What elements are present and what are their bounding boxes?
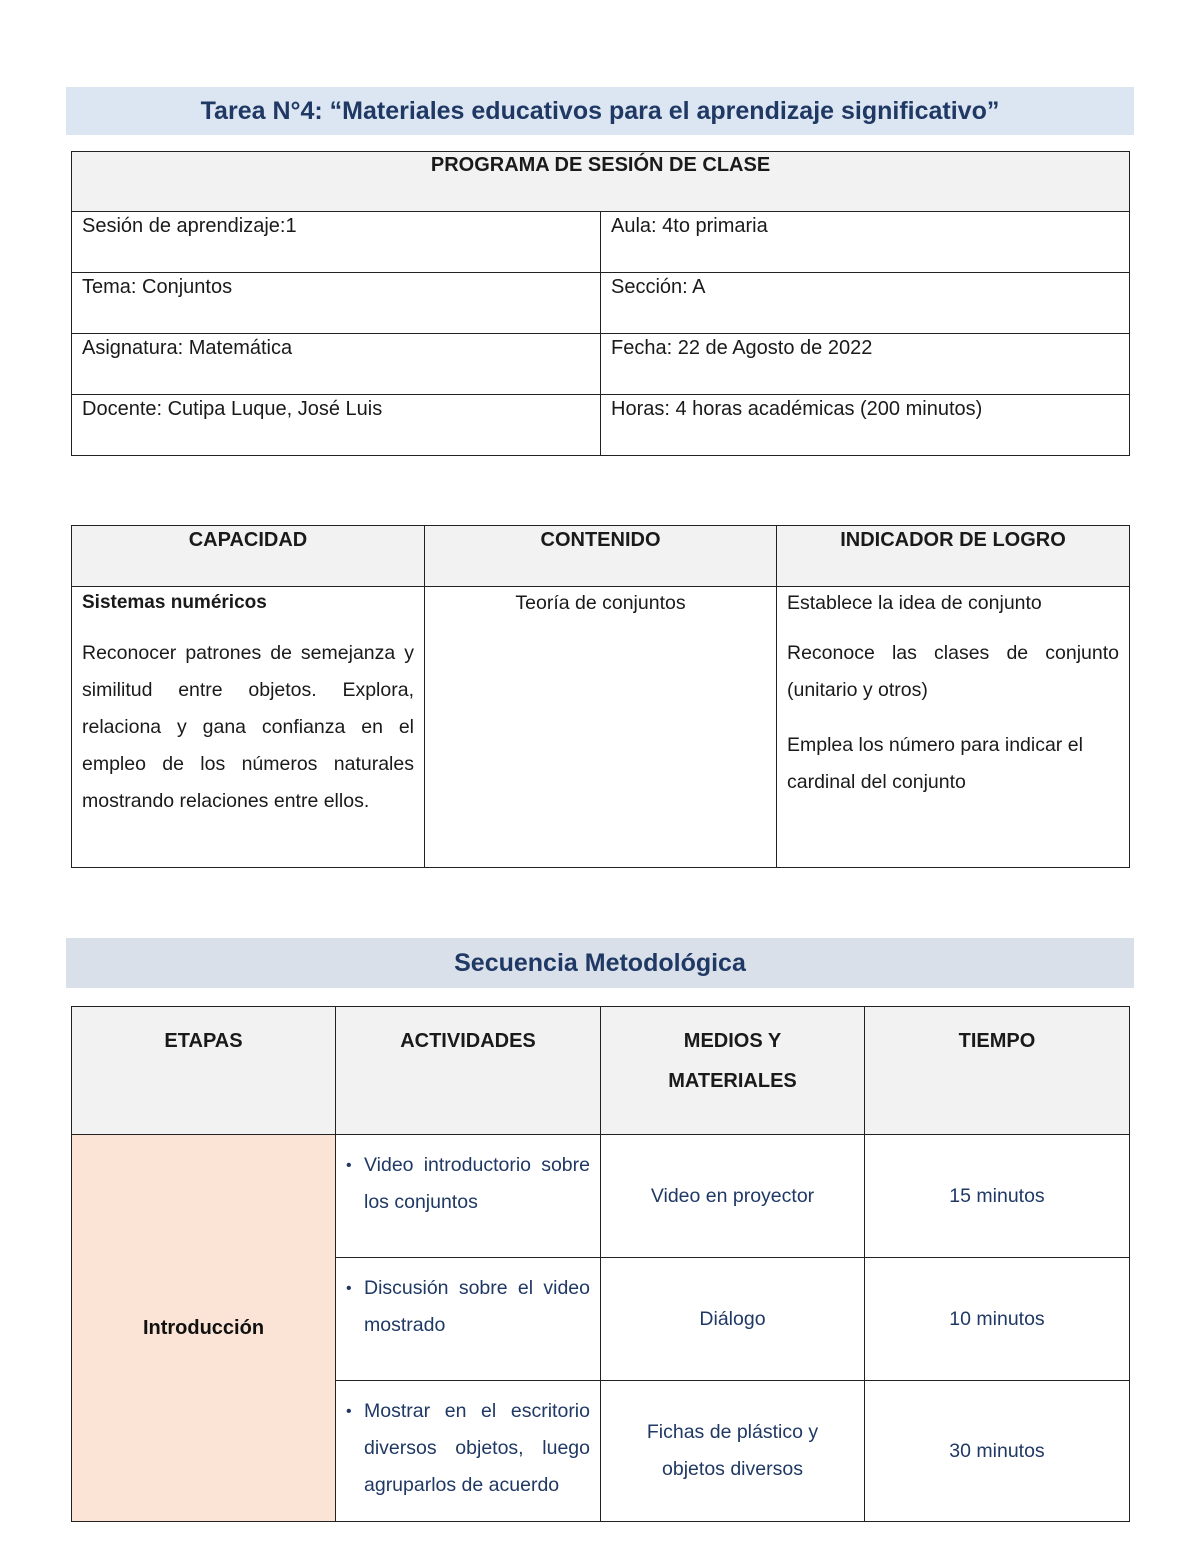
capacity-header: CAPACIDAD [72, 526, 425, 587]
hours-cell: Horas: 4 horas académicas (200 minutos) [601, 395, 1130, 456]
bullet-icon: • [346, 1157, 352, 1174]
capacity-title: Sistemas numéricos [82, 592, 267, 613]
capacity-table [71, 525, 1130, 868]
bullet-icon: • [346, 1280, 352, 1297]
activity-text: Discusión sobre el video mostrado [364, 1277, 590, 1336]
time-header: TIEMPO [865, 1007, 1130, 1135]
sequence-table [71, 1006, 1130, 1522]
table-row [72, 334, 1130, 395]
indicator-cell [777, 587, 1130, 868]
topic-cell: Tema: Conjuntos [72, 273, 601, 334]
content-header: CONTENIDO [425, 526, 777, 587]
teacher-cell: Docente: Cutipa Luque, José Luis [72, 395, 601, 456]
media-cell: Diálogo [601, 1258, 865, 1381]
subject-cell: Asignatura: Matemática [72, 334, 601, 395]
program-header: PROGRAMA DE SESIÓN DE CLASE [72, 152, 1130, 212]
section-cell: Sección: A [601, 273, 1130, 334]
bullet-icon: • [346, 1403, 352, 1420]
capacity-cell [72, 587, 425, 868]
media-cell: Fichas de plástico y objetos diversos [601, 1381, 865, 1522]
indicator-header: INDICADOR DE LOGRO [777, 526, 1130, 587]
capacity-text: Reconocer patrones de semejanza y similitud entre objetos. Explora, relaciona y gana confianza en el empleo de los números naturales mostrando relaciones entre ellos. [82, 642, 414, 812]
activity-cell [336, 1381, 601, 1522]
date-cell: Fecha: 22 de Agosto de 2022 [601, 334, 1130, 395]
table-row [72, 395, 1130, 456]
activity-cell [336, 1258, 601, 1381]
activities-header: ACTIVIDADES [336, 1007, 601, 1135]
session-program-table [71, 151, 1130, 456]
session-cell: Sesión de aprendizaje:1 [72, 212, 601, 273]
table-row [72, 212, 1130, 273]
time-cell: 10 minutos [865, 1258, 1130, 1381]
stage-cell: Introducción [72, 1135, 336, 1522]
content-cell: Teoría de conjuntos [425, 587, 777, 868]
stages-header: ETAPAS [72, 1007, 336, 1135]
time-cell: 30 minutos [865, 1381, 1130, 1522]
indicator-item: Reconoce las clases de conjunto (unitario y otros) [787, 642, 1119, 701]
table-row [72, 1135, 1130, 1258]
activity-cell [336, 1135, 601, 1258]
time-cell: 15 minutos [865, 1135, 1130, 1258]
table-row [72, 587, 1130, 868]
indicator-item: Emplea los número para indicar el cardinal del conjunto [787, 734, 1083, 793]
table-row [72, 273, 1130, 334]
media-cell: Video en proyector [601, 1135, 865, 1258]
classroom-cell: Aula: 4to primaria [601, 212, 1130, 273]
activity-text: Mostrar en el escritorio diversos objetos, luego agruparlos de acuerdo [364, 1400, 590, 1496]
page-title: Tarea N°4: “Materiales educativos para el aprendizaje significativo” [66, 87, 1134, 135]
activity-text: Video introductorio sobre los conjuntos [364, 1154, 590, 1213]
indicator-item: Establece la idea de conjunto [787, 592, 1042, 614]
media-header: MEDIOS Y MATERIALES [601, 1007, 865, 1135]
sequence-title: Secuencia Metodológica [66, 938, 1134, 988]
